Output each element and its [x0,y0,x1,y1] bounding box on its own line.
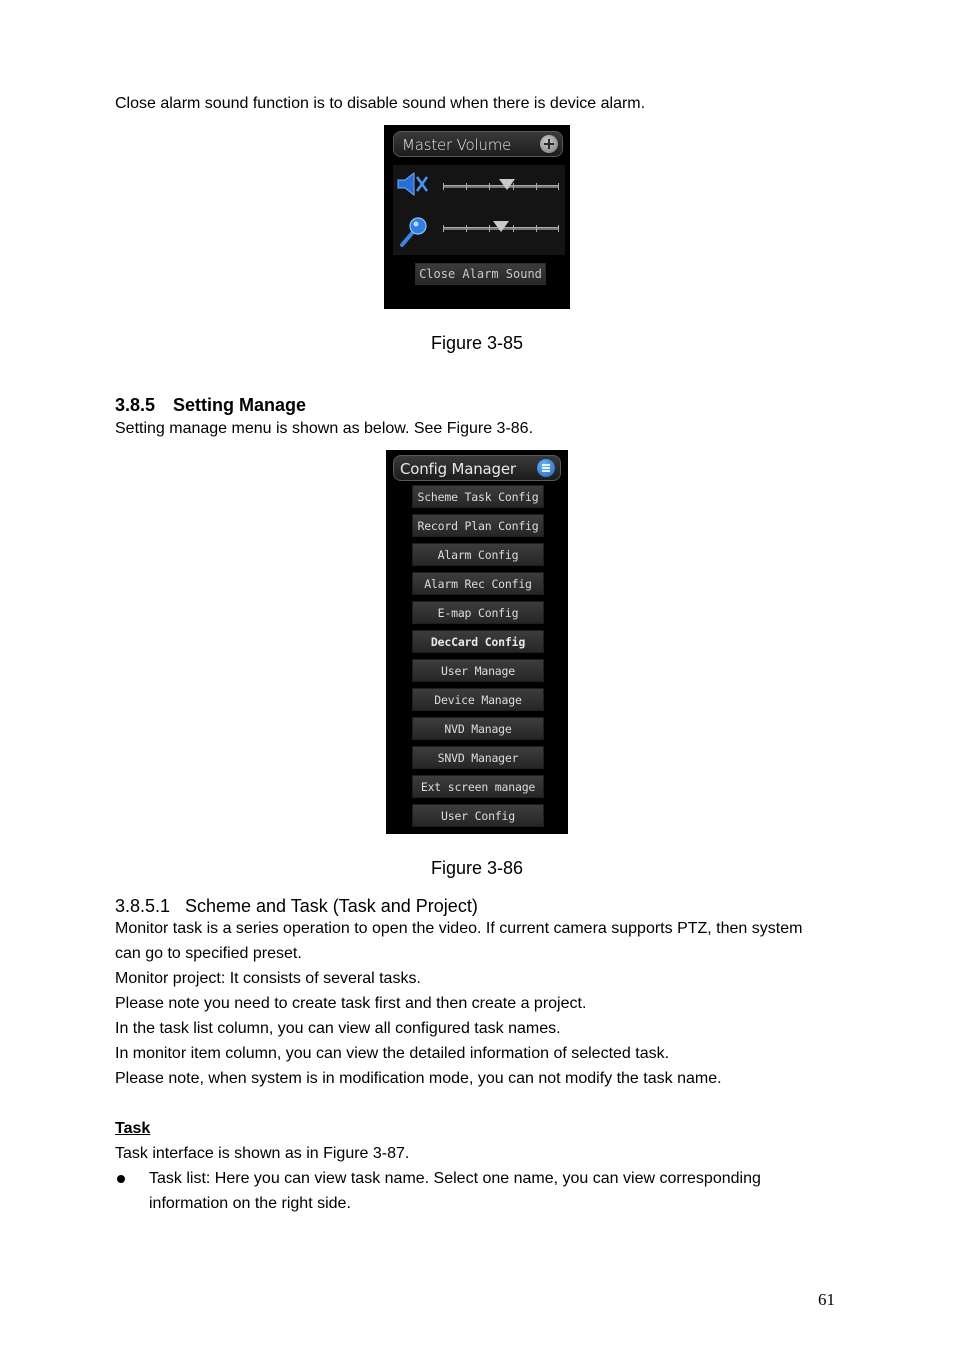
microphone-volume-slider[interactable] [443,221,559,235]
section-number: 3.8.5 [115,395,156,415]
device-manage-button[interactable]: Device Manage [412,688,544,711]
config-manager-panel [386,450,568,834]
paragraph-line: Please note you need to create task first and then create a project. [115,995,587,1012]
microphone-slider-thumb[interactable] [493,221,509,232]
paragraph-line: In the task list column, you can view all configured task names. [115,1020,561,1037]
speaker-slider-thumb[interactable] [499,179,515,190]
user-manage-button[interactable]: User Manage [412,659,544,682]
section-heading [115,394,306,416]
figure-3-86-caption: Figure 3-86 [430,858,524,878]
expand-plus-icon[interactable] [540,135,558,153]
paragraph-line: can go to specified preset. [115,945,302,962]
user-config-button[interactable]: User Config [412,804,544,827]
subsection-title: Scheme and Task (Task and Project) [185,896,478,916]
deccard-config-button[interactable]: DecCard Config [412,630,544,653]
master-volume-panel [384,125,570,309]
bullet-text-line: Task list: Here you can view task name. Select one name, you can view corresponding [149,1170,761,1187]
intro-text: Close alarm sound function is to disable sound when there is device alarm. [115,95,646,112]
task-intro: Task interface is shown as in Figure 3-87. [115,1145,410,1162]
config-manager-header[interactable] [393,455,561,481]
subsection-heading [115,895,478,917]
alarm-config-button[interactable]: Alarm Config [412,543,544,566]
page-number: 61 [818,1290,835,1309]
figure-3-85-caption: Figure 3-85 [430,333,524,353]
list-menu-icon[interactable] [537,459,555,477]
emap-config-button[interactable]: E-map Config [412,601,544,624]
volume-controls [393,165,565,255]
paragraph-line: In monitor item column, you can view the detailed information of selected task. [115,1045,670,1062]
alarm-rec-config-button[interactable]: Alarm Rec Config [412,572,544,595]
scheme-task-config-button[interactable]: Scheme Task Config [412,485,544,508]
master-volume-title: Master Volume [402,136,512,154]
section-title: Setting Manage [173,395,307,415]
microphone-icon[interactable] [396,215,430,249]
ext-screen-manage-button[interactable]: Ext screen manage [412,775,544,798]
paragraph-line: Monitor task is a series operation to open the video. If current camera supports PTZ, then system [115,920,803,937]
bullet-dot-icon [117,1175,125,1183]
paragraph-line: Please note, when system is in modification mode, you can not modify the task name. [115,1070,722,1087]
task-heading: Task [115,1120,151,1137]
close-alarm-sound-button[interactable]: Close Alarm Sound [415,263,546,285]
speaker-volume-slider[interactable] [443,179,559,193]
master-volume-header[interactable] [393,131,563,157]
paragraph-line: Monitor project: It consists of several tasks. [115,970,421,987]
snvd-manager-button[interactable]: SNVD Manager [412,746,544,769]
bullet-text-line: information on the right side. [149,1195,351,1212]
config-manager-title: Config Manager [400,460,516,478]
speaker-mute-icon[interactable] [396,171,430,197]
nvd-manage-button[interactable]: NVD Manage [412,717,544,740]
subsection-number: 3.8.5.1 [115,896,171,916]
section-description: Setting manage menu is shown as below. See Figure 3-86. [115,420,534,437]
record-plan-config-button[interactable]: Record Plan Config [412,514,544,537]
